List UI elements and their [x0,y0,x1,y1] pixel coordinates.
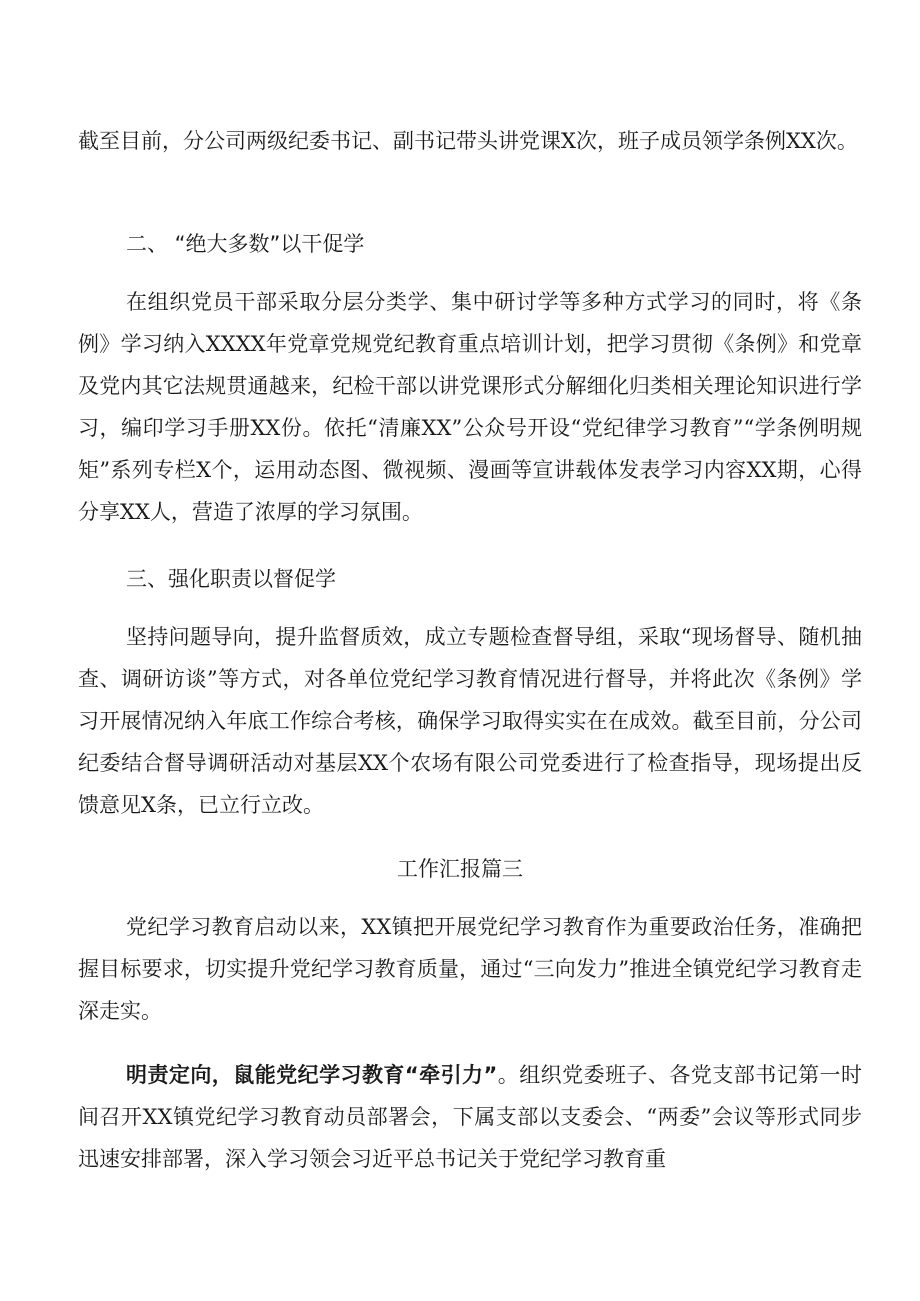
paragraph-2: 在组织党员干部采取分层分类学、集中研讨学等多种方式学习的同时，将《条例》学习纳入XXXX年党章党规党纪教育重点培训计划，把学习贯彻《条例》和党章及党内其它法规贯通越来，纪检干部以讲党课形式分解细化归类相关理论知识进行学习，编印学习手册XX份。依托“清廉XX”公众号开设“党纪律学习教育”“学条例明规矩”系列专栏X个，运用动态图、微视频、漫画等宣讲载体发表学习内容XX期，心得分享XX人，营造了浓厚的学习氛围。 [78,290,862,524]
section-heading-3: 三、强化职责以督促学 [126,567,336,591]
paragraph-5-lead: 明责定向，鼠能党纪学习教育“牵引力” [126,1063,498,1087]
paragraph-5-body: 。组织党委班子、各党支部书记第一时间召开XX镇党纪学习教育动员部署会，下属支部以支委会、“两委”会议等形式同步迅速安排部署，深入学习领会习近平总书记关于党纪学习教育重 [78,1063,863,1171]
paragraph-continuation: 截至目前，分公司两级纪委书记、副书记带头讲党课X次，班子成员领学条例XX次。 [78,129,858,153]
section-title: 工作汇报篇三 [397,857,523,881]
paragraph-3: 坚持问题导向，提升监督质效，成立专题检查督导组，采取“现场督导、随机抽查、调研访谈”等方式，对各单位党纪学习教育情况进行督导，并将此次《条例》学习开展情况纳入年底工作综合考核，确保学习取得实实在在成效。截至目前，分公司纪委结合督导调研活动对基层XX个农场有限公司党委进行了检查指导，现场提出反馈意见X条，已立行立改。 [78,625,862,817]
section-heading-2: 二、 “绝大多数”以干促学 [126,232,365,256]
paragraph-4: 党纪学习教育启动以来，XX镇把开展党纪学习教育作为重要政治任务，准确把握目标要求，切实提升党纪学习教育质量，通过“三向发力”推进全镇党纪学习教育走深走实。 [78,915,862,1023]
paragraph-5 [78,1054,862,1180]
